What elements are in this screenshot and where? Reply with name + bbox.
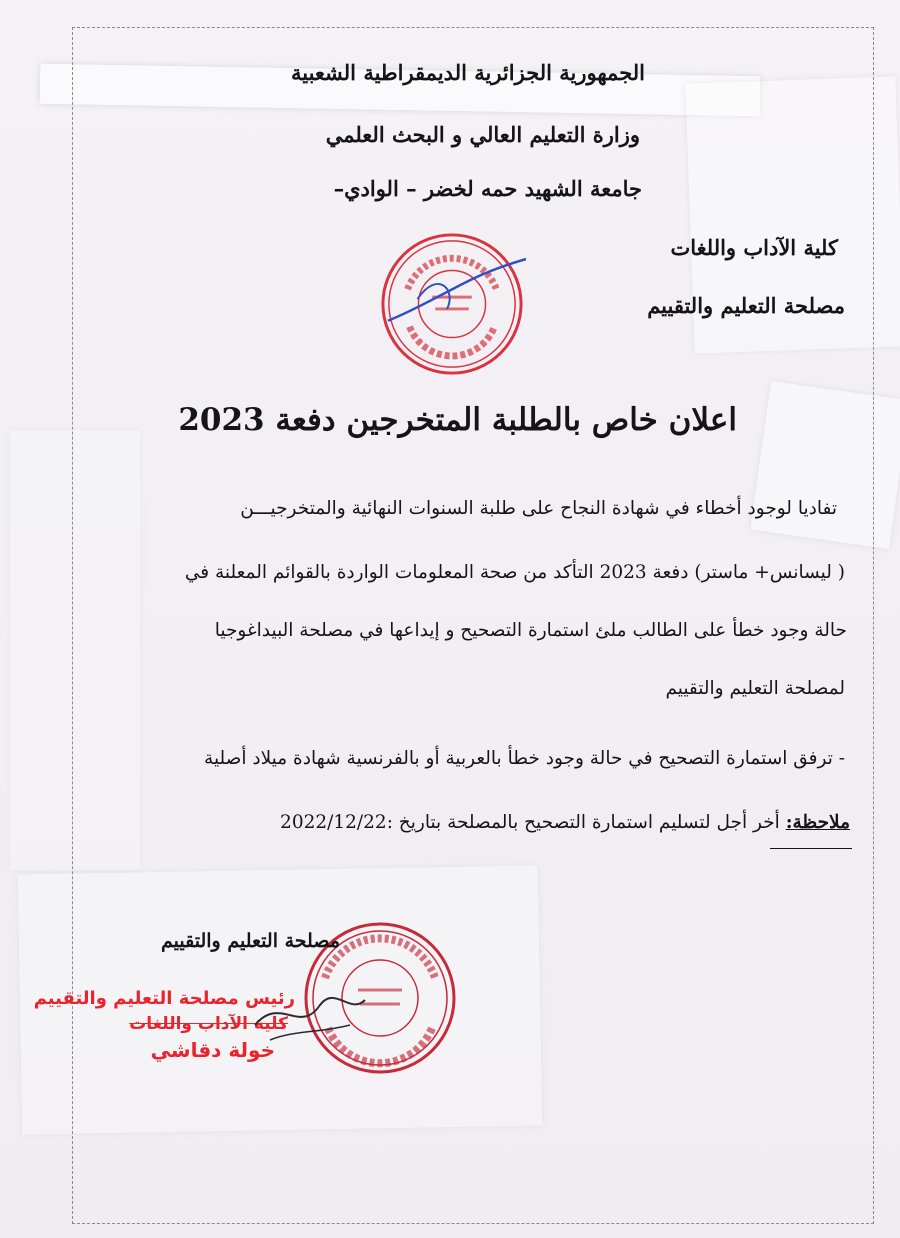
signature-faculty: كلية الآداب واللغات <box>129 1014 288 1034</box>
body-bullet: - ترفق استمارة التصحيح في حالة وجود خطأ بالعربية أو بالفرنسية شهادة ميلاد أصلية <box>204 748 845 769</box>
announcement-title: اعلان خاص بالطلبة المتخرجين دفعة 2023 <box>178 402 737 438</box>
header-university: جامعة الشهيد حمه لخضر – الوادي– <box>333 176 642 201</box>
note-text: أخر أجل لتسليم استمارة التصحيح بالمصلحة بتاريخ :2022/12/22 <box>280 812 780 833</box>
signature-title: رئيس مصلحة التعليم والتقييم <box>33 988 295 1009</box>
body-line-1: تفاديا لوجود أخطاء في شهادة النجاح على طلبة السنوات النهائية والمتخرجيـــن <box>240 498 837 519</box>
header-service: مصلحة التعليم والتقييم <box>647 293 845 318</box>
official-stamp-top <box>378 230 526 378</box>
handwritten-signature <box>250 975 370 1055</box>
body-line-2: ( ليسانس+ ماستر) دفعة 2023 التأكد من صحة المعلومات الواردة بالقوائم المعلنة في <box>184 562 845 583</box>
body-line-4: لمصلحة التعليم والتقييم <box>665 678 845 699</box>
note-label: ملاحظة: <box>785 812 850 833</box>
header-republic: الجمهورية الجزائرية الديمقراطية الشعبية <box>290 60 645 85</box>
note-line <box>280 812 850 833</box>
note-underline <box>770 848 852 849</box>
signature-name: خولة دقاشي <box>150 1038 275 1062</box>
body-line-3: حالة وجود خطأ على الطالب ملئ استمارة التصحيح و إيداعها في مصلحة البيداغوجيا <box>214 620 847 641</box>
header-faculty: كلية الآداب واللغات <box>670 235 838 260</box>
signature-service: مصلحة التعليم والتقييم <box>161 930 340 952</box>
header-ministry: وزارة التعليم العالي و البحث العلمي <box>325 122 640 147</box>
